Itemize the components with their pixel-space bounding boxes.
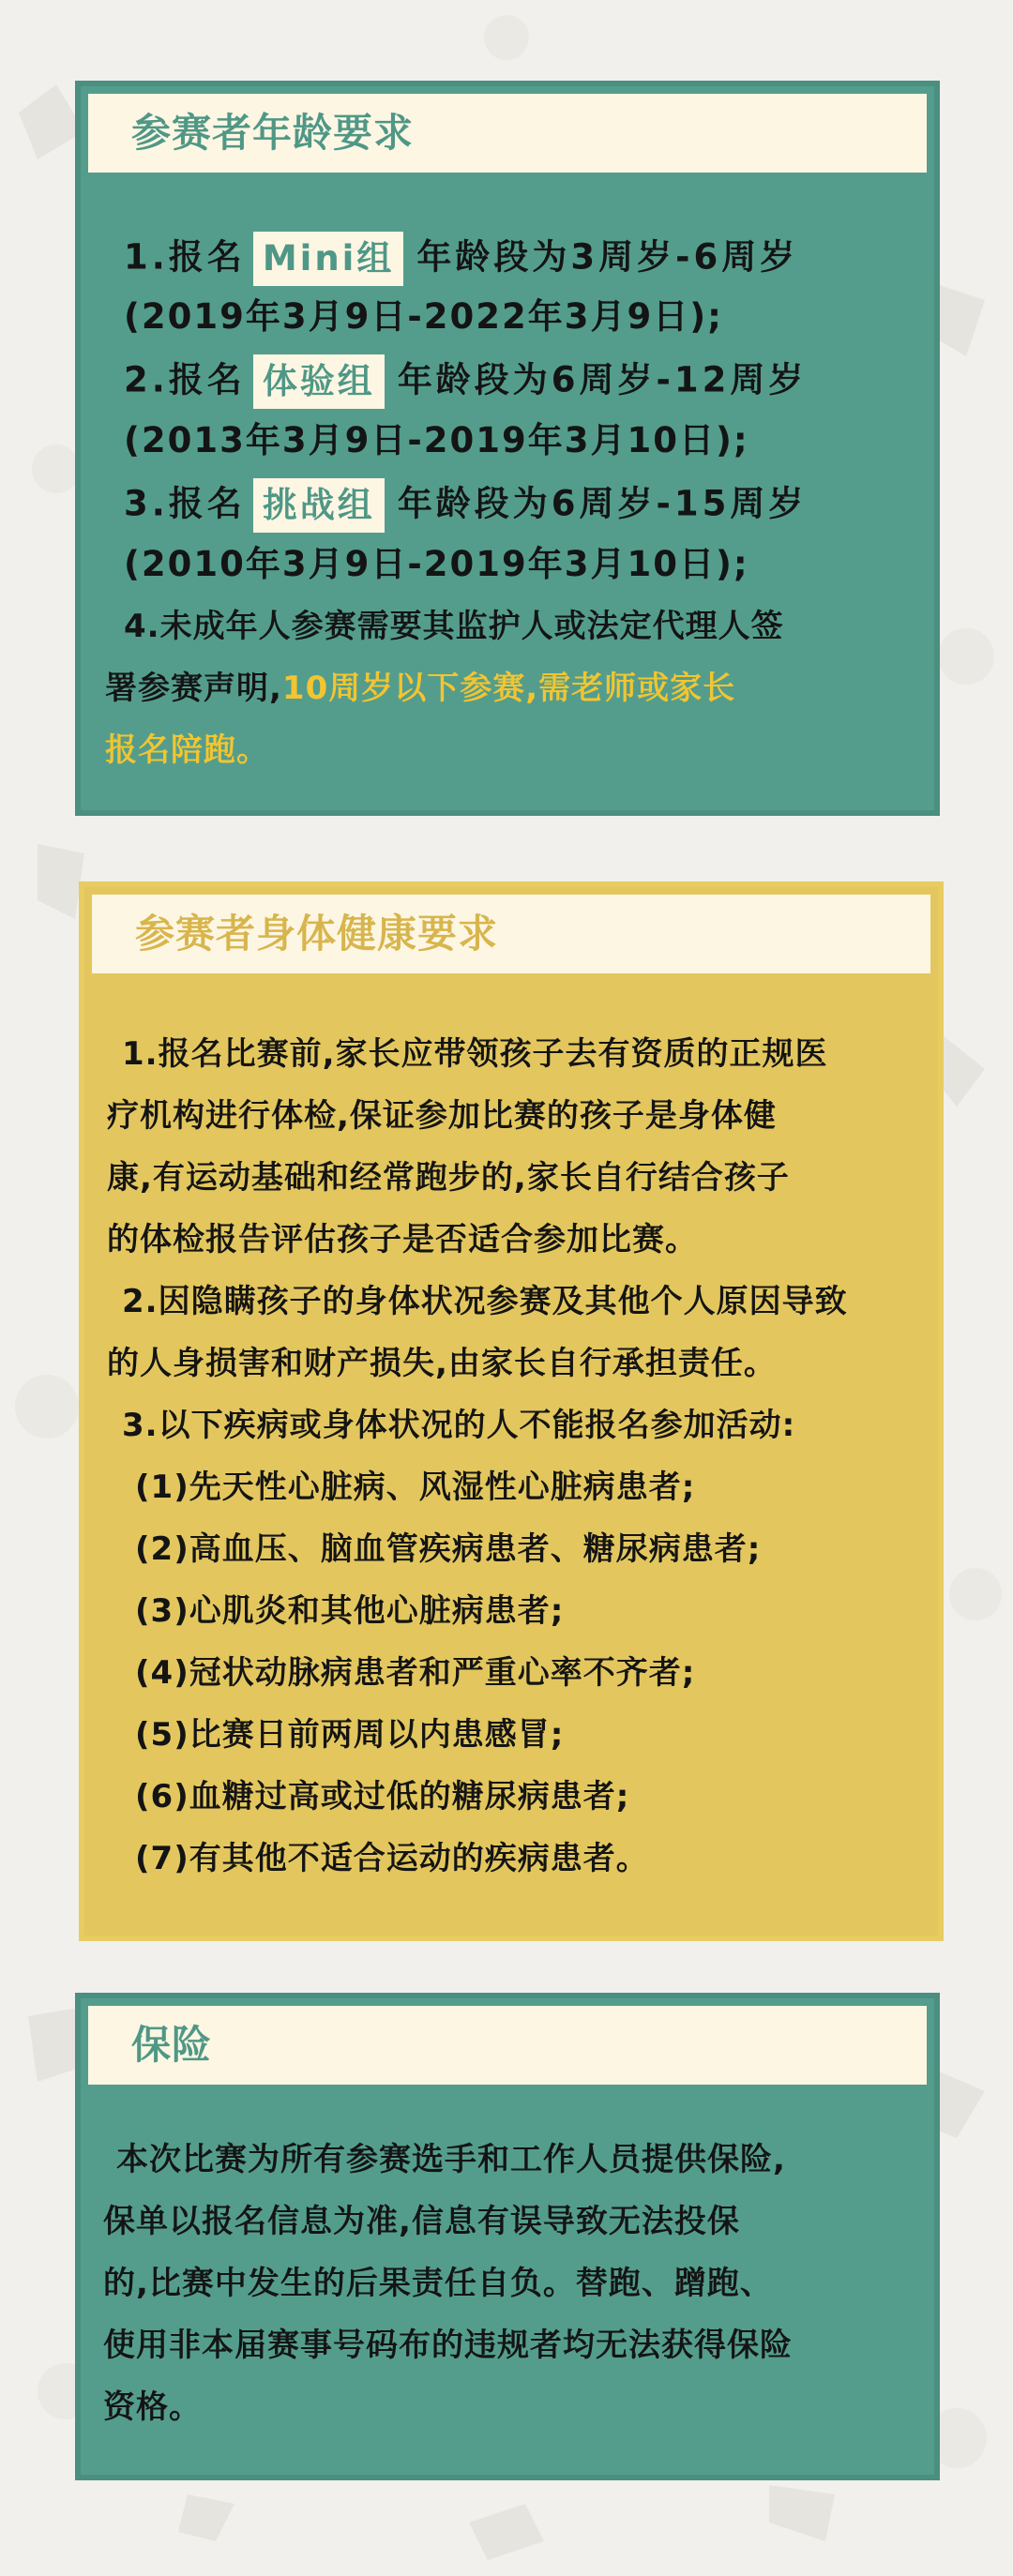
age-item-4-line-2 [105,664,735,713]
age-item-2-prefix: 2.报名 [124,359,246,400]
insurance-line-4: 使用非本届赛事号码布的违规者均无法获得保险 [103,2327,793,2364]
condition-item-4: (4)冠状动脉病患者和严重心率不齐者; [135,1654,696,1692]
condition-item-3: (3)心肌炎和其他心脏病患者; [135,1592,565,1630]
insurance-line-5: 资格。 [103,2388,202,2426]
insurance-card [75,1993,940,2480]
age-item-4-line-3: 报名陪跑。 [105,731,269,769]
age-item-1-prefix: 1.报名 [124,236,246,278]
insurance-header [88,2006,927,2085]
age-item-1-suffix: 年龄段为3周岁-6周岁 [416,236,799,278]
condition-item-2: (2)高血压、脑血管疾病患者、糖尿病患者; [135,1530,762,1568]
health-line-1: 1.报名比赛前,家长应带领孩子去有资质的正规医 [122,1035,828,1073]
age-item-3-prefix: 3.报名 [124,483,246,524]
condition-item-1: (1)先天性心脏病、风湿性心脏病患者; [135,1469,696,1506]
age-item-4-line-1: 4.未成年人参赛需要其监护人或法定代理人签 [124,608,784,645]
age-item-2-dates: (2013年3月9日-2019年3月10日); [124,420,749,460]
age-item-1 [124,232,798,286]
condition-item-5: (5)比赛日前两周以内患感冒; [135,1716,565,1754]
experience-group-tag: 体验组 [253,354,385,409]
challenge-group-tag: 挑战组 [253,478,385,533]
age-requirements-header [88,94,927,173]
age-item-1-dates: (2019年3月9日-2022年3月9日); [124,296,723,337]
age-item-4-black-text: 署参赛声明, [105,670,282,707]
health-line-2: 疗机构进行体检,保证参加比赛的孩子是身体健 [107,1097,777,1135]
health-requirements-card [79,881,944,1941]
insurance-title: 保险 [131,2022,213,2068]
age-item-2 [124,354,807,409]
age-item-3 [124,478,807,533]
insurance-line-1: 本次比赛为所有参赛选手和工作人员提供保险, [116,2141,786,2178]
mini-group-tag: Mini组 [253,232,404,286]
health-line-4: 的体检报告评估孩子是否适合参加比赛。 [107,1221,698,1258]
age-requirements-card [75,81,940,816]
insurance-line-3: 的,比赛中发生的后果责任自负。替跑、蹭跑、 [103,2265,773,2302]
health-requirements-header [92,895,930,973]
health-line-6: 的人身损害和财产损失,由家长自行承担责任。 [107,1345,777,1382]
age-item-3-dates: (2010年3月9日-2019年3月10日); [124,544,749,584]
condition-item-6: (6)血糖过高或过低的糖尿病患者; [135,1778,630,1815]
age-requirements-title: 参赛者年龄要求 [131,110,415,156]
age-item-2-suffix: 年龄段为6周岁-12周岁 [397,359,808,400]
health-line-3: 康,有运动基础和经常跑步的,家长自行结合孩子 [107,1159,790,1197]
health-line-7: 3.以下疾病或身体状况的人不能报名参加活动: [122,1407,796,1444]
condition-item-7: (7)有其他不适合运动的疾病患者。 [135,1840,649,1877]
age-item-3-suffix: 年龄段为6周岁-15周岁 [397,483,808,524]
health-requirements-title: 参赛者身体健康要求 [135,911,499,957]
age-item-4-highlight: 10周岁以下参赛,需老师或家长 [281,670,736,707]
health-line-5: 2.因隐瞒孩子的身体状况参赛及其他个人原因导致 [122,1283,848,1320]
insurance-line-2: 保单以报名信息为准,信息有误导致无法投保 [103,2203,740,2240]
